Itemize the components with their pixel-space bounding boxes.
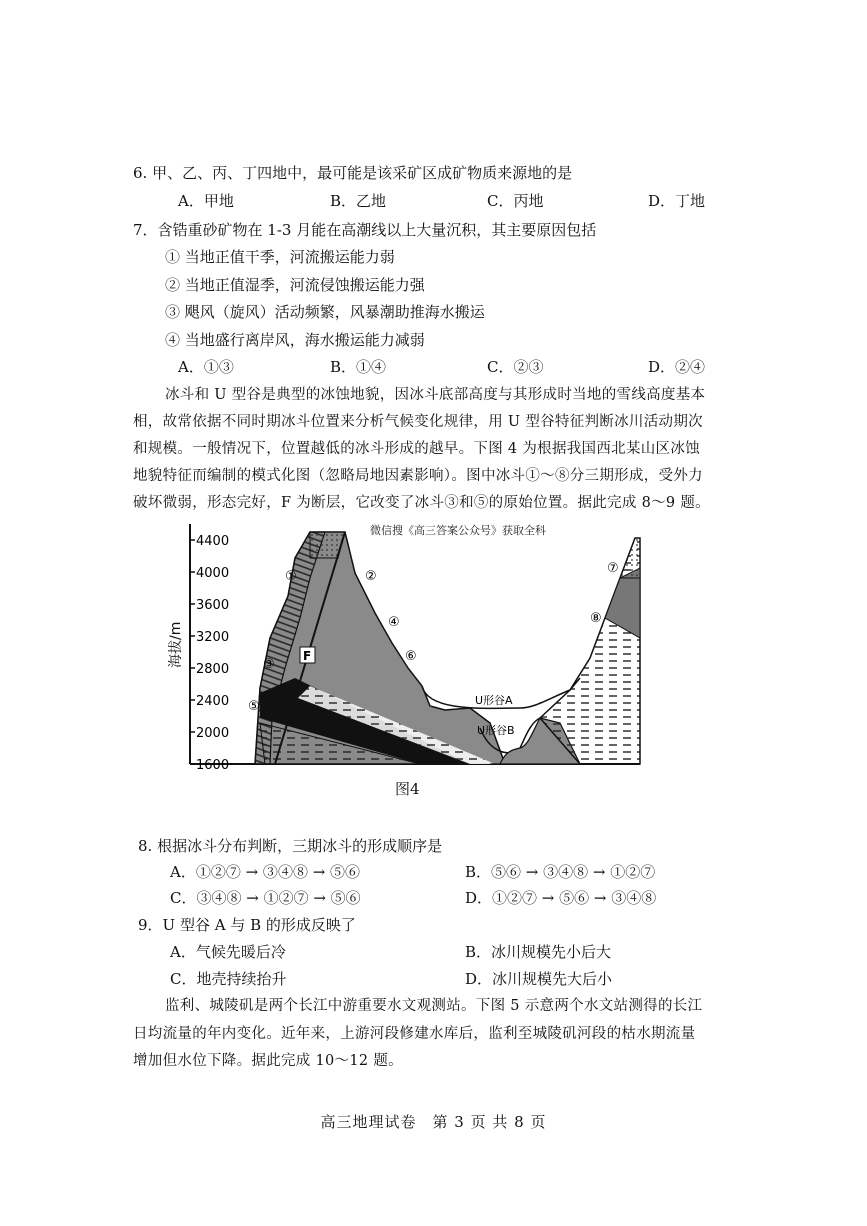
q9-option-a[interactable]: A．气候先暖后冷 [170, 943, 286, 961]
q9-option-c[interactable]: C．地壳持续抬升 [170, 970, 287, 988]
u-valley-b-label: U形谷B [477, 724, 515, 737]
y-tick-label: 2800 [196, 662, 230, 677]
figure-4-diagram [160, 518, 650, 773]
y-tick-label: 4400 [196, 534, 230, 549]
page-footer: 高三地理试卷 第 3 页 共 8 页 [320, 1113, 547, 1131]
cirque-2-label: ② [365, 569, 377, 584]
figure-caption: 图4 [395, 780, 420, 798]
q8-option-a[interactable]: A．①②⑦ → ③④⑧ → ⑤⑥ [170, 863, 361, 881]
passage2-line-3: 增加但水位下降。据此完成 10～12 题。 [133, 1053, 403, 1069]
q7-option-a[interactable]: A．①③ [178, 358, 234, 376]
cirque-1-label: ① [285, 569, 297, 584]
q6-option-c[interactable]: C．丙地 [487, 192, 544, 210]
y-tick-label: 2000 [196, 726, 230, 741]
q6-option-d[interactable]: D．丁地 [648, 192, 706, 210]
cirque-8-label: ⑧ [590, 611, 602, 626]
watermark-text: 微信搜《高三答案公众号》获取全科 [370, 524, 546, 537]
cirque-6-label: ⑥ [405, 649, 417, 664]
fault-label: F [303, 649, 312, 663]
y-tick-label: 4000 [196, 566, 230, 581]
right-summit-cap [620, 538, 640, 578]
q9-stem: 9．U 型谷 A 与 B 的形成反映了 [138, 916, 356, 934]
cirque-4-label: ④ [388, 615, 400, 630]
cirque-3-label: ③ [263, 657, 275, 672]
q7-option-b[interactable]: B．①④ [330, 358, 387, 376]
q7-item-2: ② 当地正值湿季，河流侵蚀搬运能力强 [165, 276, 425, 294]
q7-item-4: ④ 当地盛行离岸风，海水搬运能力减弱 [165, 331, 425, 349]
q7-item-1: ① 当地正值干季，河流搬运能力弱 [165, 248, 395, 266]
q8-stem: 8. 根据冰斗分布判断，三期冰斗的形成顺序是 [138, 837, 443, 855]
q6-stem: 6. 甲、乙、丙、丁四地中，最可能是该采矿区成矿物质来源地的是 [133, 164, 573, 182]
y-tick-label: 3600 [196, 598, 230, 613]
q8-option-b[interactable]: B．⑤⑥ → ③④⑧ → ①②⑦ [465, 863, 656, 881]
cirque-7-label: ⑦ [607, 561, 619, 576]
q6-option-b[interactable]: B．乙地 [330, 192, 387, 210]
passage1-line-1: 冰斗和 U 型谷是典型的冰蚀地貌，因冰斗底部高度与其形成时当地的雪线高度基本 [165, 387, 706, 403]
y-tick-label: 1600 [196, 758, 230, 773]
passage1-line-5: 破坏微弱，形态完好，F 为断层，它改变了冰斗③和⑤的原始位置。据此完成 8～9 题。 [133, 495, 710, 511]
passage1-line-3: 和规模。一般情况下，位置越低的冰斗形成的越早。下图 4 为根据我国西北某山区冰蚀 [133, 441, 700, 457]
u-valley-a-label: U形谷A [475, 694, 513, 707]
q8-option-c[interactable]: C．③④⑧ → ①②⑦ → ⑤⑥ [170, 889, 361, 907]
passage2-line-1: 监利、城陵矶是两个长江中游重要水文观测站。下图 5 示意两个水文站测得的长江 [165, 998, 703, 1014]
q7-item-3: ③ 飓风（旋风）活动频繁，风暴潮助推海水搬运 [165, 303, 485, 321]
passage2-line-2: 日均流量的年内变化。近年来，上游河段修建水库后，监利至城陵矶河段的枯水期流量 [133, 1026, 696, 1042]
q8-option-d[interactable]: D．①②⑦ → ⑤⑥ → ③④⑧ [465, 889, 657, 907]
y-tick-label: 2400 [196, 694, 230, 709]
q7-option-c[interactable]: C．②③ [487, 358, 544, 376]
q7-stem: 7．含锆重砂矿物在 1-3 月能在高潮线以上大量沉积，其主要原因包括 [133, 221, 597, 239]
q6-option-a[interactable]: A．甲地 [178, 192, 234, 210]
q9-option-b[interactable]: B．冰川规模先小后大 [465, 943, 612, 961]
y-tick-label: 3200 [196, 630, 230, 645]
passage1-line-2: 相，故常依据不同时期冰斗位置来分析气候变化规律，用 U 型谷特征判断冰川活动期次 [133, 414, 703, 430]
y-axis-label: 海拔/m [168, 621, 184, 668]
passage1-line-4: 地貌特征而编制的模式化图（忽略局地因素影响）。图中冰斗①～⑧分三期形成，受外力 [133, 468, 703, 484]
q7-option-d[interactable]: D．②④ [648, 358, 706, 376]
cirque-5-label: ⑤ [248, 699, 260, 714]
y-ticks [190, 534, 229, 773]
q9-option-d[interactable]: D．冰川规模先大后小 [465, 970, 613, 988]
